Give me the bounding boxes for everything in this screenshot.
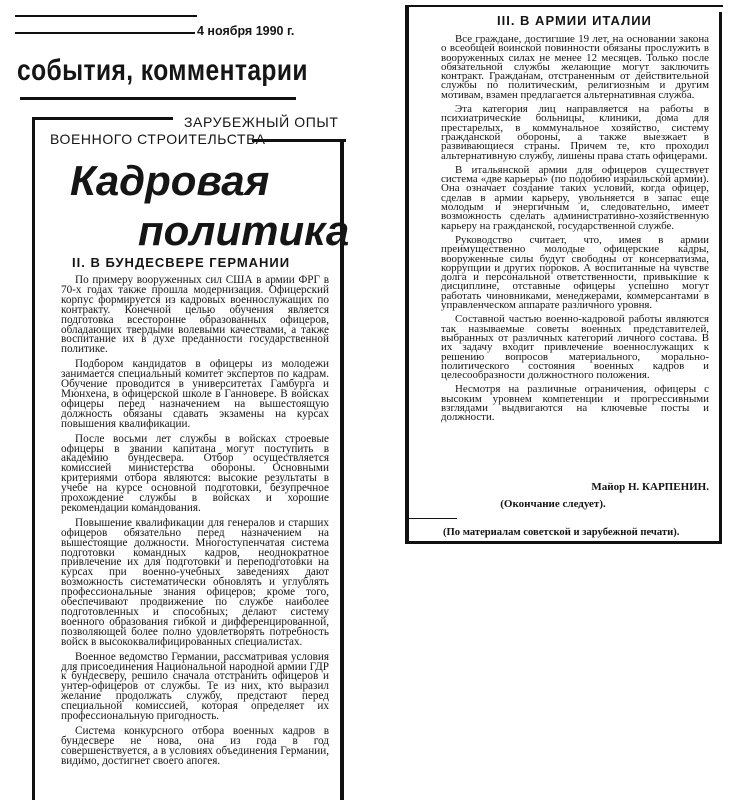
- section-title: события, комментарии: [17, 54, 308, 87]
- headline-line-2: политика: [138, 207, 350, 254]
- article-subtitle: II. В БУНДЕСВЕРЕ ГЕРМАНИИ: [72, 255, 291, 270]
- paragraph: Подбором кандидатов в офицеры из молодежи занимается специальный комитет экспертов по кадрам. Обучение проводится в университетах Гамбурга и Мюнхена, в офицерской школе в Ганновере. В войсках офицеры перед назначением на вышестоящую должность обязаны сдавать экзамены на курсах повышения квалификации.: [61, 358, 329, 430]
- box-border-top: [405, 5, 723, 7]
- footnote-rule: [407, 518, 457, 519]
- header-rule-top: [15, 15, 197, 17]
- paragraph: Составной частью военно-кадровой работы являются так называемые советы военных представителей, выбранных от различных категорий личного состава. В их задачу входит привлечение военнослужащих к решению вопросов материального, морально-политического состояния военных кадров и целесообразности должностного положения.: [441, 313, 709, 382]
- box-border-left: [32, 117, 35, 800]
- box-border-kicker: [252, 139, 346, 142]
- box-border-right: [719, 12, 722, 543]
- paragraph: Система конкурсного отбора военных кадров в бундесвере не нова, она из года в год совершенствуется, а в условиях объединения Германии, видимо, достигнет своего апогея.: [61, 724, 329, 767]
- paragraph: После восьми лет службы в войсках строевые офицеры в звании капитана могут поступить в академию бундесвера. Отбор осуществляется комиссией министерства обороны. Основными критериями отбора являются: высокие результаты в учебе на курсе основной подготовки, безупречное прохождение службы в войсках и хорошие рекомендации командования.: [61, 432, 329, 514]
- paragraph: Руководство считает, что, имея в армии преимущественно молодые офицерские кадры, вооруженные силы будут свободны от консерватизма, коррупции и других пороков. А воспитанные на чувстве долга и персональной ответственности, привыкшие к дисциплине, отставные офицеры успешно могут работать чиновниками, менеджерами, коммерсантами в управленческом аппарате различного уровня.: [441, 233, 709, 312]
- source-note: (По материалам советской и зарубежной печати).: [443, 527, 680, 538]
- left-article-body: [61, 276, 329, 772]
- paragraph: Эта категория лиц направляется на работы в психиатрические больницы, клиники, дома для престарелых, в коммунальное хозяйство, систему гражданской обороны, а также выезжает в развивающиеся страны. Причем те, кто проходил альтернативную службу, лишены права стать офицерами.: [441, 103, 709, 162]
- kicker-line-1: ЗАРУБЕЖНЫЙ ОПЫТ: [184, 114, 339, 130]
- paragraph: По примеру вооруженных сил США в армии ФРГ в 70-х годах также прошла модернизация. Офицерский корпус формируется из кадровых военнослужащих по контракту. Конечной целью обучения является подготовка всесторонне образованных офицеров, обладающих твердыми волевыми качествами, а также воспитание их в духе преданности государственной политике.: [61, 274, 329, 356]
- issue-date: 4 ноября 1990 г.: [197, 24, 295, 38]
- headline-line-1: Кадровая: [70, 157, 270, 204]
- section-rule: [20, 97, 296, 100]
- article-subtitle: III. В АРМИИ ИТАЛИИ: [497, 13, 652, 28]
- paragraph: Повышение квалификации для генералов и старших офицеров обязательно перед назначением на вышестоящие должности. Многоступенчатая система подготовки командных кадров, неоднократное привлечение их для подготовки и переподготовки на курсах при военно-учебных заведениях дают возможность систематически обновлять и углублять профессиональные знания офицеров; кроме того, обеспечивают продвижение по службе наиболее подготовленных и способных; делают систему военного образования гибкой и дифференцированной, позволяющей более полно удовлетворять потребность войск в высококвалифицированных специалистах.: [61, 516, 329, 648]
- paragraph: Военное ведомство Германии, рассматривая условия для присоединения Национальной народной армии ГДР к бундесверу, решило сначала отстранить офицеров и унтер-офицеров от службы. Те из них, кто выразил желание продолжать службу, предстают перед специальной комиссией, которая определяет их профессиональную пригодность.: [61, 650, 329, 723]
- box-border-bottom: [405, 541, 722, 544]
- continuation-note: (Окончание следует).: [500, 498, 606, 510]
- box-border-left: [405, 5, 409, 543]
- author-signature: Майор Н. КАРПЕНИН.: [591, 481, 709, 493]
- right-article-body: [441, 35, 709, 428]
- paragraph: Несмотря на различные ограничения, офицеры с высоким уровнем компетенции и прогрессивными взглядами выдвигаются на ключевые посты и должности.: [441, 383, 709, 424]
- paragraph: В итальянской армии для офицеров существует система «две карьеры» (по подобию израильской армии). Она означает создание таких условий, когда офицер, сделав в армии карьеру, увольняется в запас еще молодым и энергичным и, следовательно, имеет возможность сделать административно-хозяйственную карьеру на гражданской, государственной службе.: [441, 163, 709, 232]
- paragraph: Все граждане, достигшие 19 лет, на основании закона о всеобщей воинской повинности обязаны прослужить в вооруженных силах не менее 12 месяцев. Только после обязательной службы желающие могут заключить контракт. Гражданам, отстраненным от действительной службы по политическим, религиозным и другим мотивам, взамен предлагается альтернативная служба.: [441, 33, 709, 101]
- box-border-top-left: [33, 117, 173, 120]
- header-rule-date: [15, 32, 195, 34]
- kicker-line-2: ВОЕННОГО СТРОИТЕЛЬСТВА: [50, 131, 266, 147]
